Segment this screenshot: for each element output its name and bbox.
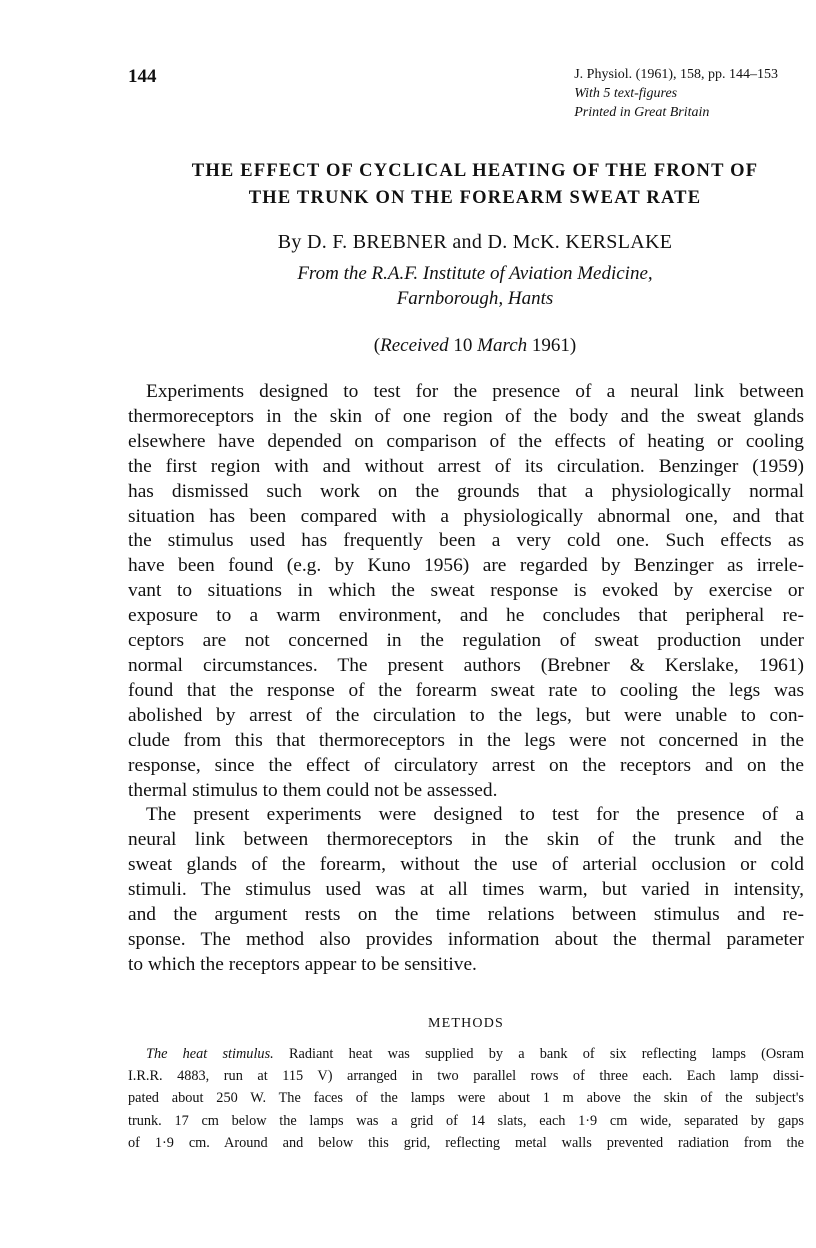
body-line: vant to situations in which the sweat response is evoked by exercise or — [128, 580, 804, 602]
methods-line: trunk. 17 cm below the lamps was a grid of 14 slats, each 1·9 cm wide, separated by gaps — [128, 1112, 804, 1129]
printed-in: Printed in Great Britain — [574, 105, 710, 120]
methods-line: pated about 250 W. The faces of the lamps were about 1 m above the skin of the subject's — [128, 1090, 804, 1107]
body-line: sponse. The method also provides information about the thermal parameter — [128, 928, 804, 950]
body-line: thermal stimulus to them could not be assessed. — [128, 779, 498, 801]
body-line: thermoreceptors in the skin of one region of the body and the sweat glands — [128, 405, 804, 427]
methods-line: of 1·9 cm. Around and below this grid, reflecting metal walls prevented radiation from the — [128, 1134, 804, 1151]
methods-line: I.R.R. 4883, run at 115 V) arranged in two parallel rows of three each. Each lamp dissi- — [128, 1068, 804, 1085]
methods-subheading: The heat stimulus. — [146, 1046, 274, 1062]
journal-citation — [574, 65, 778, 122]
body-line: and the argument rests on the time relations between stimulus and re- — [128, 904, 804, 926]
body-line: The present experiments were designed to test for the presence of a — [146, 804, 804, 826]
received-day: 10 — [453, 335, 473, 356]
introduction-text — [128, 380, 804, 978]
page-number: 144 — [128, 66, 157, 87]
body-line: neural link between thermoreceptors in the skin of the trunk and the — [128, 829, 804, 851]
body-line: sweat glands of the forearm, without the use of arterial occlusion or cold — [128, 854, 804, 876]
methods-heading: METHODS — [427, 1016, 505, 1031]
body-line: found that the response of the forearm sweat rate to cooling the legs was — [128, 679, 804, 701]
article-title — [120, 158, 816, 212]
affiliation-line-2: Farnborough, Hants — [396, 288, 554, 309]
journal-reference: J. Physiol. (1961), 158, pp. 144–153 — [574, 67, 778, 82]
body-line: normal circumstances. The present authors (Brebner & Kerslake, 1961) — [128, 654, 804, 676]
body-line: elsewhere have depended on comparison of the effects of heating or cooling — [128, 430, 804, 452]
received-label: Received — [380, 335, 449, 356]
body-line: Experiments designed to test for the presence of a neural link between — [146, 381, 804, 402]
methods-line — [128, 1043, 804, 1065]
body-line: ceptors are not concerned in the regulation of sweat production under — [128, 630, 804, 652]
body-line: the first region with and without arrest of its circulation. Benzinger (1959) — [128, 455, 804, 477]
body-line: exposure to a warm environment, and he concludes that peripheral re- — [128, 605, 804, 627]
affiliation — [120, 261, 816, 311]
body-line: clude from this that thermoreceptors in the legs were not concerned in the — [128, 729, 804, 751]
body-line: situation has been compared with a physiologically abnormal one, and that — [128, 505, 804, 527]
body-line: response, since the effect of circulatory arrest on the receptors and on the — [128, 754, 804, 776]
affiliation-line-1: From the R.A.F. Institute of Aviation Medicine, — [297, 263, 653, 284]
received-date: (Received 10 March 1961) — [373, 335, 577, 356]
title-line-1: THE EFFECT OF CYCLICAL HEATING OF THE FRONT OF — [191, 161, 759, 181]
figure-count: With 5 text-figures — [574, 86, 678, 101]
author-line: By D. F. BREBNER and D. McK. KERSLAKE — [277, 231, 673, 253]
body-line: to which the receptors appear to be sensitive. — [128, 953, 477, 975]
body-line: the stimulus used has frequently been a very cold one. Such effects as — [128, 530, 804, 552]
methods-first-line: Radiant heat was supplied by a bank of six reflecting lamps (Osram — [288, 1046, 805, 1062]
title-line-2: THE TRUNK ON THE FOREARM SWEAT RATE — [248, 188, 702, 208]
body-line: has dismissed such work on the grounds that a physiologically normal — [128, 480, 804, 502]
received-year: 1961 — [531, 335, 570, 356]
body-line: stimuli. The stimulus used was at all times warm, but varied in intensity, — [128, 879, 804, 901]
received-month: March — [477, 335, 528, 356]
body-line: abolished by arrest of the circulation to the legs, but were unable to con- — [128, 704, 804, 726]
body-line: have been found (e.g. by Kuno 1956) are regarded by Benzinger as irrele- — [128, 555, 804, 577]
methods-text — [128, 1043, 804, 1154]
